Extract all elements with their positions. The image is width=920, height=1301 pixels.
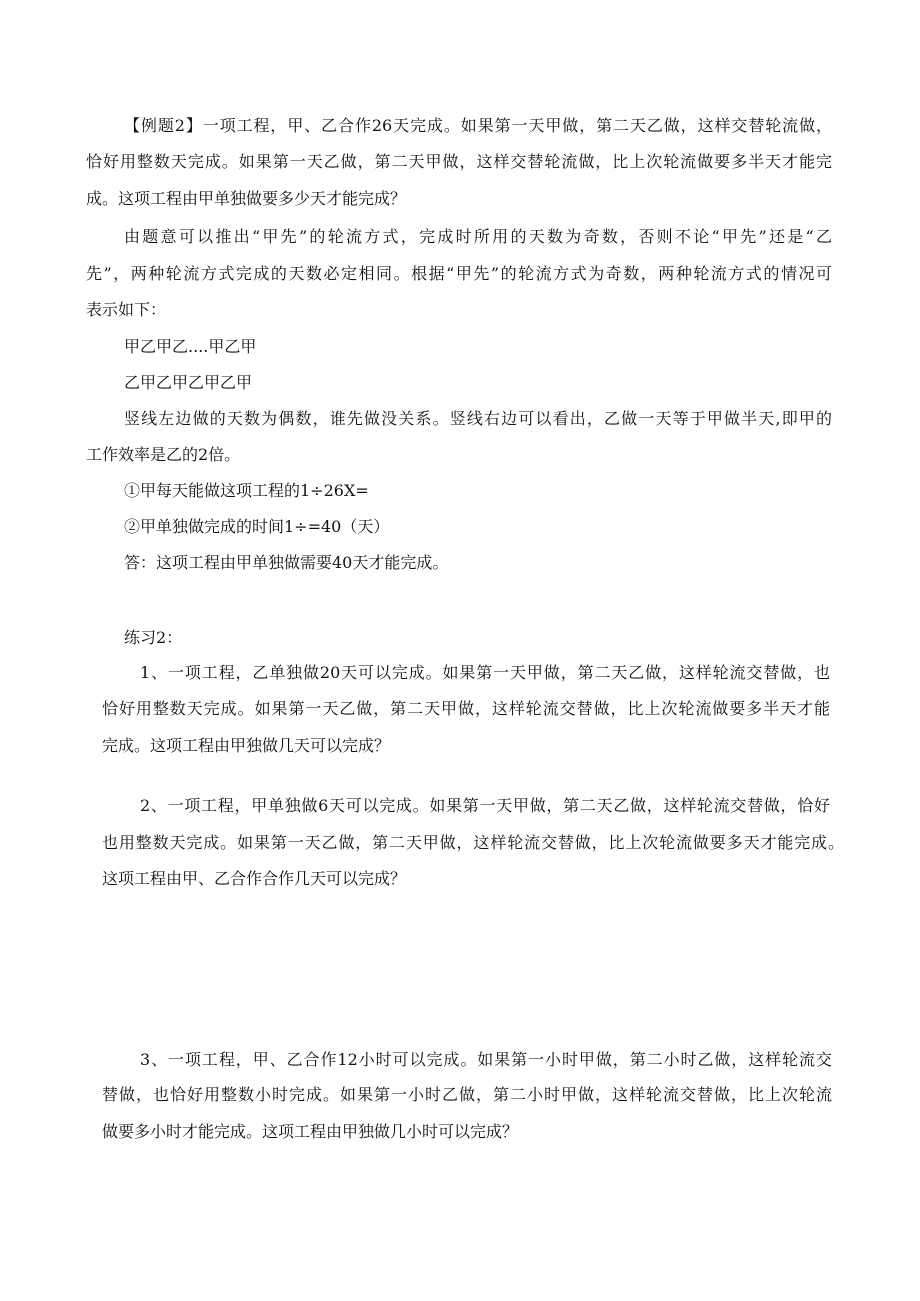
practice-q2-line-2: 也用整数天完成。如果第一天乙做，第二天甲做，这样轮流交替做，比上次轮流做要多天才能完成。	[102, 833, 844, 852]
solution-answer: 答：这项工程由甲单独做需要40天才能完成。	[124, 553, 449, 572]
solution-step-1: ①甲每天能做这项工程的1÷26X=	[124, 481, 369, 500]
example-problem-line-2: 恰好用整数天完成。如果第一天乙做，第二天甲做，这样交替轮流做，比上次轮流做要多半天才能完	[86, 152, 832, 171]
practice-q2-line-1: 2、一项工程，甲单独做6天可以完成。如果第一天甲做，第二天乙做，这样轮流交替做，恰好	[140, 796, 830, 815]
sequence-yi-first: 乙甲乙甲乙甲乙甲	[124, 373, 253, 392]
conclusion-line-2: 工作效率是乙的2倍。	[86, 445, 241, 464]
practice-title: 练习2：	[124, 628, 183, 647]
practice-q3-line-1: 3、一项工程，甲、乙合作12小时可以完成。如果第一小时甲做，第二小时乙做，这样轮流交	[140, 1050, 832, 1069]
analysis-line-1: 由题意可以推出“甲先”的轮流方式，完成时所用的天数为奇数，否则不论“甲先”还是“乙	[124, 227, 832, 246]
sequence-jia-first: 甲乙甲乙....甲乙甲	[124, 337, 257, 356]
conclusion-line-1: 竖线左边做的天数为偶数，谁先做没关系。竖线右边可以看出，乙做一天等于甲做半天,即甲的	[124, 409, 832, 428]
practice-q3-line-2: 替做，也恰好用整数小时完成。如果第一小时乙做，第二小时甲做，这样轮流交替做，比上次轮流	[102, 1085, 832, 1104]
practice-q2-line-3: 这项工程由甲、乙合作合作几天可以完成？	[102, 869, 407, 888]
practice-q1-line-3: 完成。这项工程由甲独做几天可以完成？	[102, 736, 391, 755]
practice-q1-line-2: 恰好用整数天完成。如果第一天乙做，第二天甲做，这样轮流交替做，比上次轮流做要多半天才能	[102, 699, 830, 718]
solution-step-2: ②甲单独做完成的时间1÷=40（天）	[124, 517, 390, 536]
practice-q1-line-1: 1、一项工程，乙单独做20天可以完成。如果第一天甲做，第二天乙做，这样轮流交替做，也	[140, 663, 830, 682]
analysis-line-3: 表示如下：	[86, 300, 167, 319]
practice-q3-line-3: 做要多小时才能完成。这项工程由甲独做几小时可以完成？	[102, 1122, 519, 1141]
example-problem-line-3: 成。这项工程由甲单独做要多少天才能完成？	[86, 189, 407, 208]
analysis-line-2: 先”，两种轮流方式完成的天数必定相同。根据“甲先”的轮流方式为奇数，两种轮流方式的情况可	[86, 264, 832, 283]
example-problem-line-1: 【例题2】一项工程，甲、乙合作26天完成。如果第一天甲做，第二天乙做，这样交替轮流做，	[124, 116, 832, 135]
